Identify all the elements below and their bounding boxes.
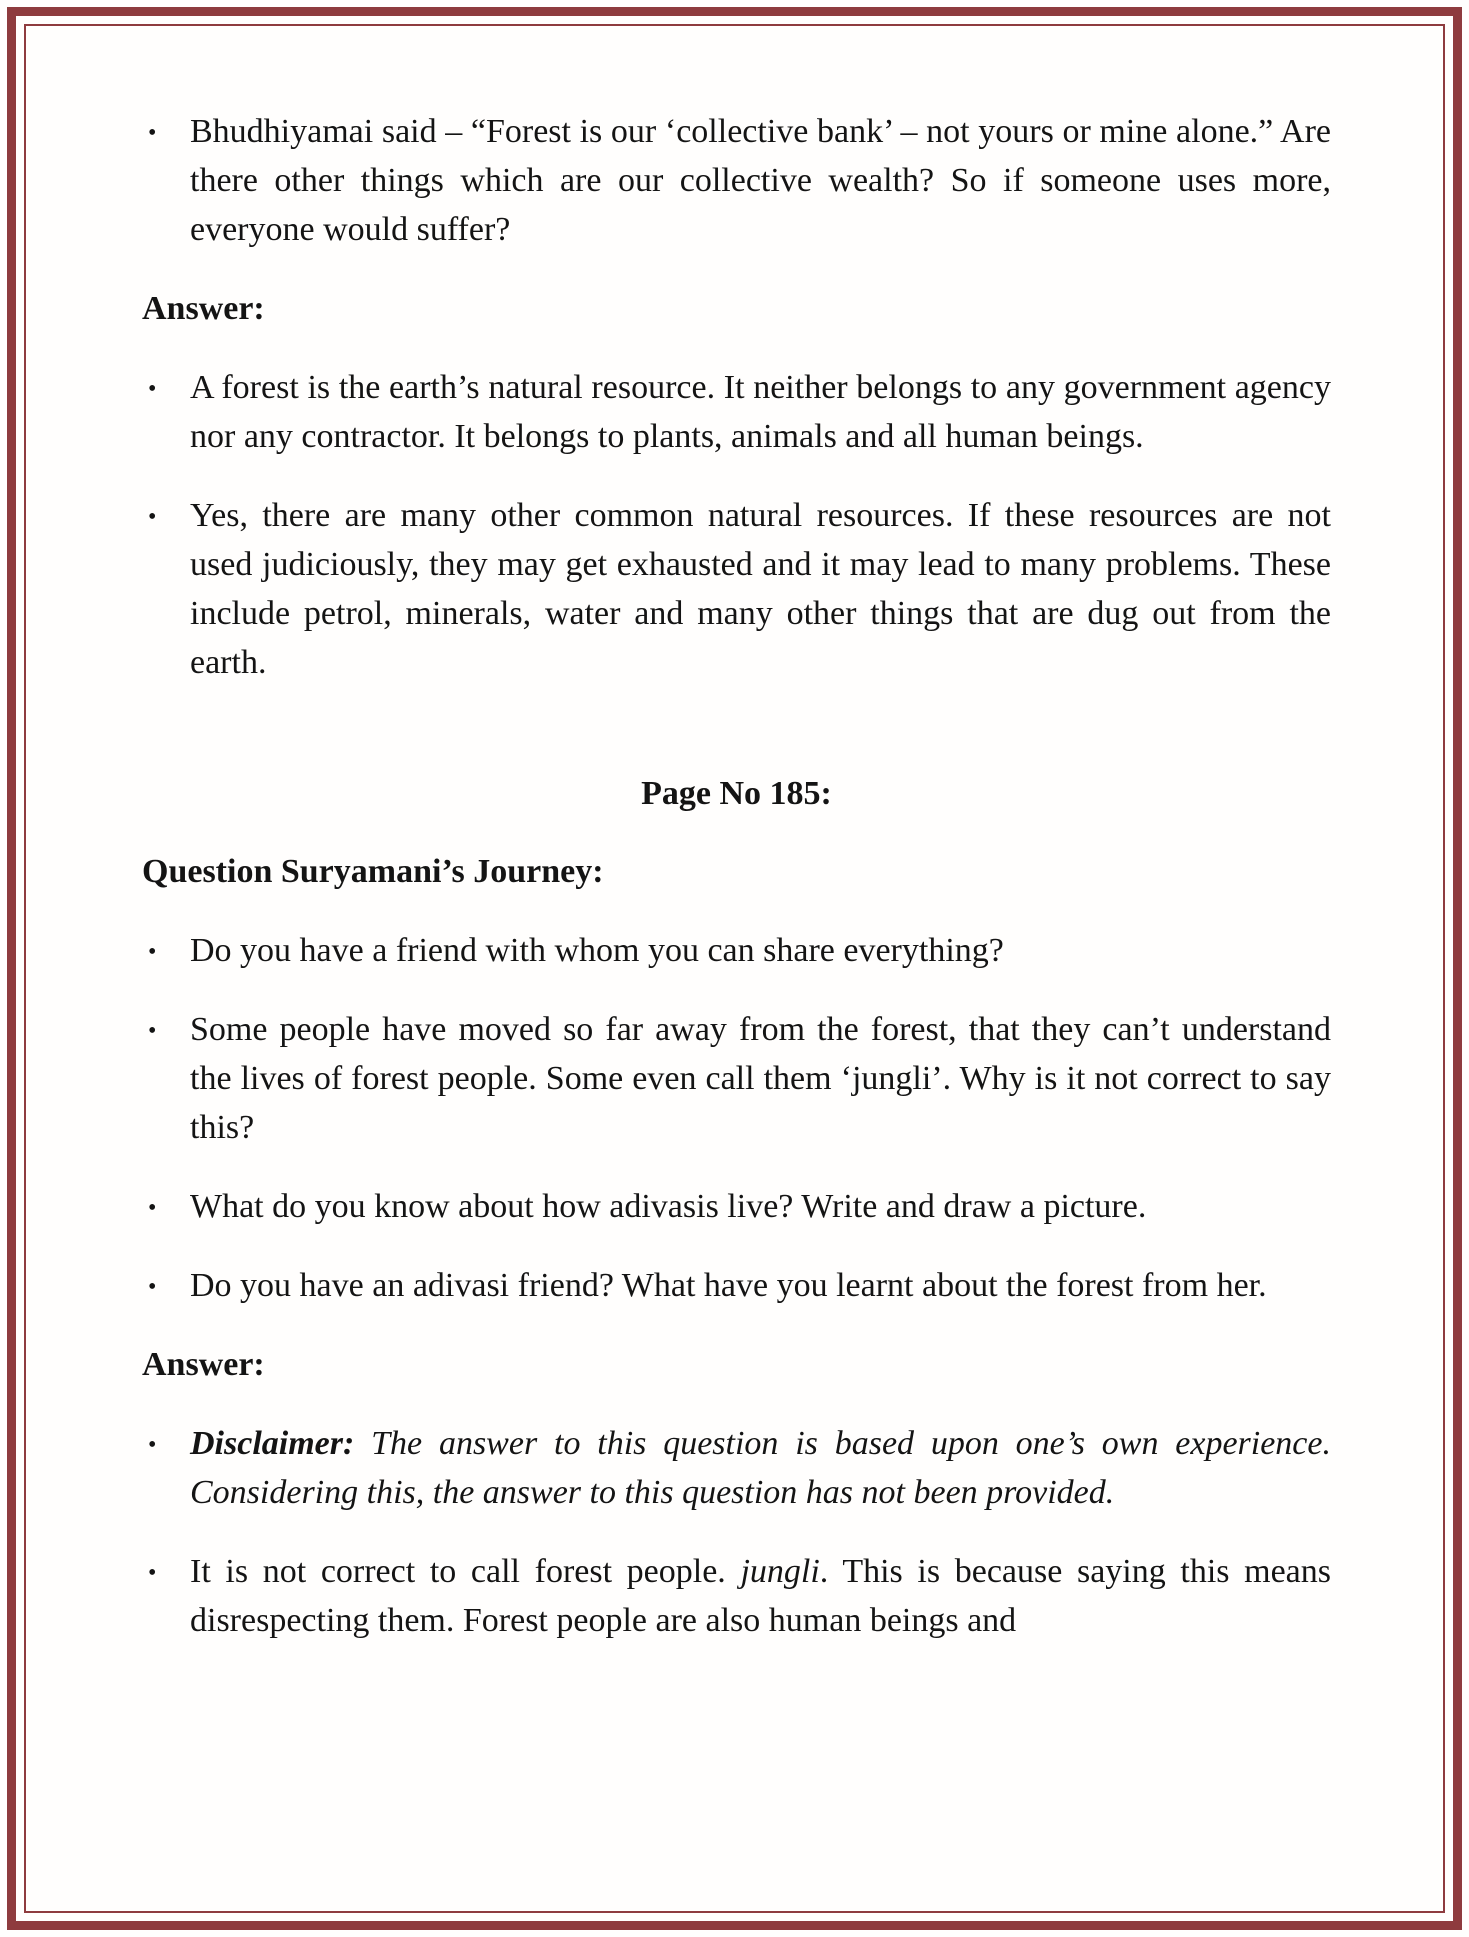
bullet-item [142,492,1331,688]
text-segment: Some people have moved so far away from the forest, that they can’t understand the lives of forest people. Some even call them ‘jungli’. Why is it not correct to say this? [190,1011,1331,1147]
text-segment: Do you have an adivasi friend? What have you learnt about the forest from her. [190,1267,1267,1305]
section-heading: Answer: [142,1346,265,1384]
bullet-marker-icon: • [148,1432,157,1459]
bullet-marker-icon: • [148,1274,157,1301]
text-segment: Disclaimer: [190,1425,372,1463]
bullet-item [142,1183,1331,1232]
bullet-item [142,927,1331,976]
bullet-item [142,1006,1331,1153]
text-segment: Yes, there are many other common natural resources. If these resources are not used judiciously, they may get exhausted and it may lead to many problems. These include petrol, minerals, water and many other things that are dug out from the earth. [190,496,1331,681]
bullet-text [190,1262,1331,1311]
bullet-marker-icon: • [148,1560,157,1587]
section-heading: Question Suryamani’s Journey: [142,853,604,891]
bullet-text [190,1420,1331,1518]
bullet-item [142,1420,1331,1518]
bullet-text [190,1006,1331,1153]
page-number-heading: Page No 185: [641,774,832,812]
bullet-item [142,1548,1331,1646]
section-heading: Answer: [142,289,265,327]
bullet-item [142,364,1331,462]
bullet-item [142,108,1331,255]
text-segment: jungli [740,1553,820,1591]
bullet-text [190,1183,1331,1232]
bullet-text [190,492,1331,688]
bullet-marker-icon: • [148,375,157,402]
document-content [142,108,1331,1676]
bullet-marker-icon: • [148,1195,157,1222]
text-segment: What do you know about how adivasis live? Write and draw a picture. [190,1188,1147,1226]
text-segment: A forest is the earth’s natural resource. It neither belongs to any government agency nor any contractor. It belongs to plants, animals and all human beings. [190,368,1331,455]
bullet-marker-icon: • [148,1018,157,1045]
text-segment: . This is because saying this means disrespecting them. Forest people are also human beings and [190,1553,1331,1639]
bullet-item [142,1262,1331,1311]
text-segment: Bhudhiyamai said – “Forest is our ‘collective bank’ – not yours or mine alone.” Are there other things which are our collective wealth? So if someone uses more, everyone would suffer? [190,113,1331,248]
text-segment: The answer to this question is based upon one’s own experience. Considering this, the answer to this question has not been provided. [190,1425,1331,1512]
bullet-text [190,927,1331,976]
bullet-marker-icon: • [148,939,157,966]
bullet-marker-icon: • [148,120,157,146]
text-segment: It is not correct to call forest people. [190,1553,741,1591]
bullet-text [190,108,1331,255]
bullet-marker-icon: • [148,503,157,530]
bullet-text [190,364,1331,462]
text-segment: Do you have a friend with whom you can share everything? [190,932,1004,970]
bullet-text [190,1548,1331,1646]
